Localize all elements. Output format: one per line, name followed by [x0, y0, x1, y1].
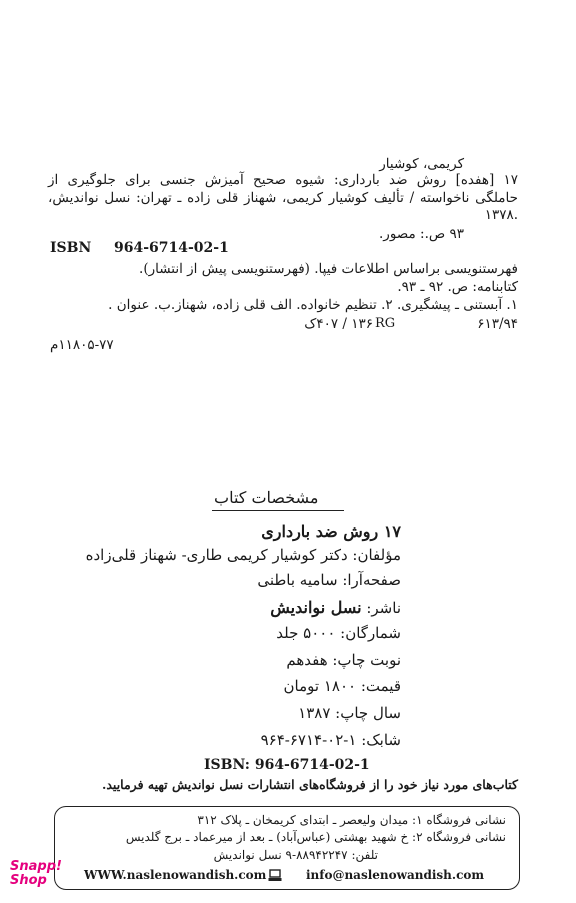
logo-line1: Snapp! — [10, 859, 62, 874]
store2-address: نشانی فروشگاه ۲: خ شهید بهشتی (عباس‌آباد) ـ بعد از میرعماد ـ برج گلدیس — [125, 830, 506, 844]
specs-publisher-name: نسل نواندیش — [270, 598, 362, 617]
specs-year: سال چاپ: ۱۳۸۷ — [298, 704, 401, 722]
cip-classification-lc: ۱۳۶ / ۴۰۷ک — [304, 316, 373, 332]
snapp-shop-logo — [10, 860, 68, 888]
specs-publisher-label: ناشر: — [366, 599, 401, 617]
cip-classification-ddc: ۶۱۳/۹۴ — [477, 316, 518, 332]
specs-layout: صفحه‌آرا: سامیه باطنی — [257, 571, 401, 589]
specs-price: قیمت: ۱۸۰۰ تومان — [283, 677, 401, 695]
specs-edition: نوبت چاپ: هفدهم — [286, 651, 401, 669]
specs-publisher — [270, 598, 401, 617]
contact-email[interactable]: info@naslenowandish.com — [306, 868, 485, 882]
specs-authors: مؤلفان: دکتر کوشیار کریمی طاری- شهناز قلی‌زاده — [85, 546, 401, 564]
cip-subjects: ۱. آبستنی ـ پیشگیری. ۲. تنظیم خانواده. الف قلی زاده، شهناز.ب. عنوان . — [108, 297, 518, 313]
cip-classification-rg: RG — [375, 316, 396, 331]
specs-book-title: ۱۷ روش ضد بارداری — [261, 522, 401, 541]
specs-heading: مشخصات کتاب — [214, 488, 319, 507]
specs-isbn-fa: شابک: ۱-۰۲-۶۷۱۴-۹۶۴ — [260, 731, 401, 749]
computer-icon — [268, 867, 282, 886]
order-note: کتاب‌های مورد نیاز خود را از فروشگاه‌های انتشارات نسل نواندیش تهیه فرمایید. — [102, 777, 518, 792]
cip-pages: ۹۳ ص.: مصور. — [379, 226, 464, 242]
cip-isbn-value: 964-6714-02-1 — [114, 240, 229, 256]
cip-isbn-label: ISBN — [50, 240, 92, 256]
contact-website[interactable]: WWW.naslenowandish.com — [84, 868, 267, 882]
cip-fipa-note: فهرستنویسی براساس اطلاعات فیپا. (فهرستنویسی پیش از انتشار). — [139, 261, 518, 277]
cip-year: ۱۳۷۸. — [484, 207, 518, 223]
cip-title-line1: ۱۷ [هفده] روش ضد بارداری: شیوه صحیح آمیزش جنسی برای جلوگیری از — [48, 172, 518, 188]
cip-bibliography: کتابنامه: ص. ۹۲ ـ ۹۳. — [397, 279, 518, 295]
specs-print-run: شمارگان: ۵۰۰۰ جلد — [276, 624, 401, 642]
contact-phone: تلفن: ۸۸۹۴۲۲۴۷-۹ نسل نواندیش — [213, 848, 378, 862]
specs-heading-underline — [212, 510, 344, 511]
specs-isbn-en: ISBN: 964-6714-02-1 — [204, 757, 370, 773]
logo-line2: Shop — [10, 873, 47, 888]
cip-library-number: ۱۱۸۰۵-۷۷م — [50, 337, 114, 353]
cip-author: کریمی، کوشیار — [379, 156, 464, 172]
cip-title-line2: حاملگی ناخواسته / تألیف کوشیار کریمی، شهناز قلی زاده ـ تهران: نسل نواندیش، — [48, 190, 518, 206]
store1-address: نشانی فروشگاه ۱: میدان ولیعصر ـ ابتدای کریمخان ـ پلاک ۳۱۲ — [197, 813, 506, 827]
